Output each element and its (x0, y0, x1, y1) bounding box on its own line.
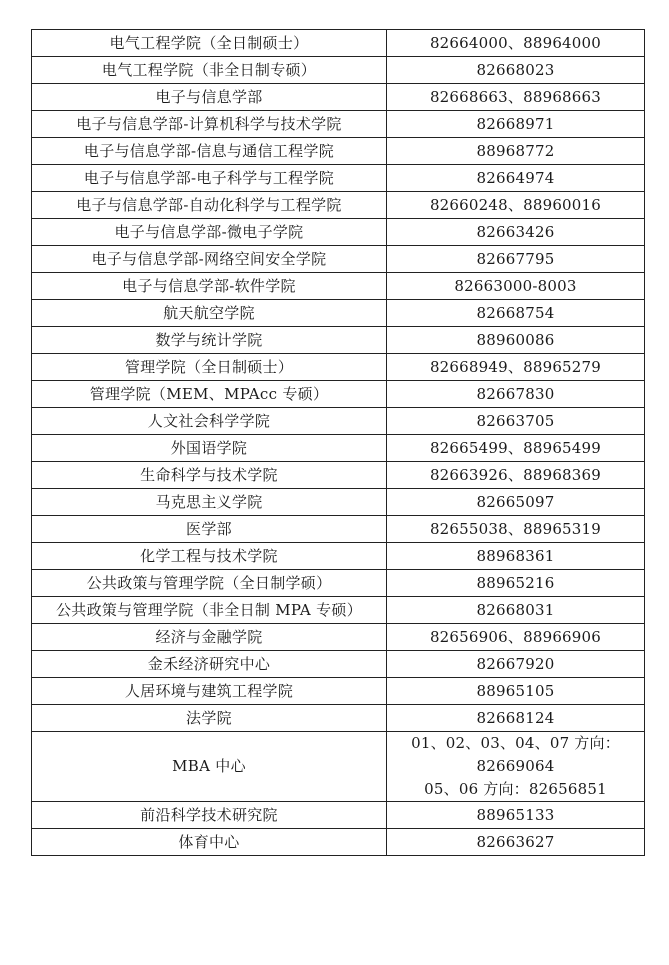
phone-cell: 82660248、88960016 (387, 192, 645, 219)
table-row (32, 246, 645, 273)
department-cell: 体育中心 (32, 829, 387, 856)
department-cell: 电气工程学院（全日制硕士） (32, 30, 387, 57)
phone-cell: 82663426 (387, 219, 645, 246)
phone-cell: 82668949、88965279 (387, 354, 645, 381)
phone-cell: 82668031 (387, 597, 645, 624)
phone-cell: 82668971 (387, 111, 645, 138)
phone-cell: 82664974 (387, 165, 645, 192)
department-cell: 电子与信息学部-电子科学与工程学院 (32, 165, 387, 192)
department-cell: 医学部 (32, 516, 387, 543)
table-row (32, 435, 645, 462)
table-row (32, 802, 645, 829)
department-cell: 马克思主义学院 (32, 489, 387, 516)
phone-cell: 82667795 (387, 246, 645, 273)
table-row (32, 165, 645, 192)
department-cell: 前沿科学技术研究院 (32, 802, 387, 829)
department-cell: 公共政策与管理学院（全日制学硕） (32, 570, 387, 597)
department-cell: 电子与信息学部-计算机科学与技术学院 (32, 111, 387, 138)
contact-table-body (32, 30, 645, 856)
table-row (32, 57, 645, 84)
department-cell: 管理学院（全日制硕士） (32, 354, 387, 381)
phone-cell: 82667830 (387, 381, 645, 408)
phone-cell: 82663627 (387, 829, 645, 856)
table-row-mba (32, 732, 645, 802)
department-cell: 航天航空学院 (32, 300, 387, 327)
mba-phone-line: 82669064 (476, 757, 555, 775)
department-cell: 电子与信息学部-网络空间安全学院 (32, 246, 387, 273)
mba-direction-line: 01、02、03、04、07 方向： (411, 734, 620, 752)
table-row (32, 829, 645, 856)
phone-cell: 88965216 (387, 570, 645, 597)
department-cell: 人文社会科学学院 (32, 408, 387, 435)
table-row (32, 516, 645, 543)
table-row (32, 705, 645, 732)
phone-cell: 82668124 (387, 705, 645, 732)
department-cell: 经济与金融学院 (32, 624, 387, 651)
phone-cell: 82663000-8003 (387, 273, 645, 300)
department-cell: MBA 中心 (32, 732, 387, 802)
table-row (32, 489, 645, 516)
phone-cell: 88965105 (387, 678, 645, 705)
phone-cell: 82668754 (387, 300, 645, 327)
table-row (32, 651, 645, 678)
contact-table (31, 29, 645, 856)
table-row (32, 678, 645, 705)
table-row (32, 408, 645, 435)
table-row (32, 462, 645, 489)
table-row (32, 300, 645, 327)
mba-direction-phone-line: 05、06 方向：82656851 (424, 780, 607, 798)
table-row (32, 273, 645, 300)
department-cell: 法学院 (32, 705, 387, 732)
phone-cell: 88960086 (387, 327, 645, 354)
table-row (32, 354, 645, 381)
department-cell: 外国语学院 (32, 435, 387, 462)
phone-cell: 88968772 (387, 138, 645, 165)
table-row (32, 570, 645, 597)
phone-cell-multiline (387, 732, 645, 802)
department-cell: 电子与信息学部-软件学院 (32, 273, 387, 300)
phone-cell: 82665499、88965499 (387, 435, 645, 462)
phone-cell: 82664000、88964000 (387, 30, 645, 57)
department-cell: 金禾经济研究中心 (32, 651, 387, 678)
table-row (32, 543, 645, 570)
table-row (32, 84, 645, 111)
table-row (32, 192, 645, 219)
phone-cell: 88965133 (387, 802, 645, 829)
table-row (32, 327, 645, 354)
department-cell: 电子与信息学部-微电子学院 (32, 219, 387, 246)
table-row (32, 30, 645, 57)
table-row (32, 138, 645, 165)
table-row (32, 219, 645, 246)
phone-cell: 82656906、88966906 (387, 624, 645, 651)
phone-cell: 82668023 (387, 57, 645, 84)
department-cell: 电子与信息学部-信息与通信工程学院 (32, 138, 387, 165)
phone-cell: 88968361 (387, 543, 645, 570)
phone-cell: 82655038、88965319 (387, 516, 645, 543)
department-cell: 生命科学与技术学院 (32, 462, 387, 489)
phone-cell: 82668663、88968663 (387, 84, 645, 111)
phone-cell: 82667920 (387, 651, 645, 678)
table-row (32, 381, 645, 408)
department-cell: 数学与统计学院 (32, 327, 387, 354)
table-row (32, 624, 645, 651)
phone-cell: 82663926、88968369 (387, 462, 645, 489)
department-cell: 电子与信息学部-自动化科学与工程学院 (32, 192, 387, 219)
phone-cell: 82665097 (387, 489, 645, 516)
department-cell: 电子与信息学部 (32, 84, 387, 111)
phone-cell: 82663705 (387, 408, 645, 435)
department-cell: 人居环境与建筑工程学院 (32, 678, 387, 705)
table-row (32, 111, 645, 138)
department-cell: 公共政策与管理学院（非全日制 MPA 专硕） (32, 597, 387, 624)
department-cell: 电气工程学院（非全日制专硕） (32, 57, 387, 84)
department-cell: 管理学院（MEM、MPAcc 专硕） (32, 381, 387, 408)
department-cell: 化学工程与技术学院 (32, 543, 387, 570)
table-row (32, 597, 645, 624)
